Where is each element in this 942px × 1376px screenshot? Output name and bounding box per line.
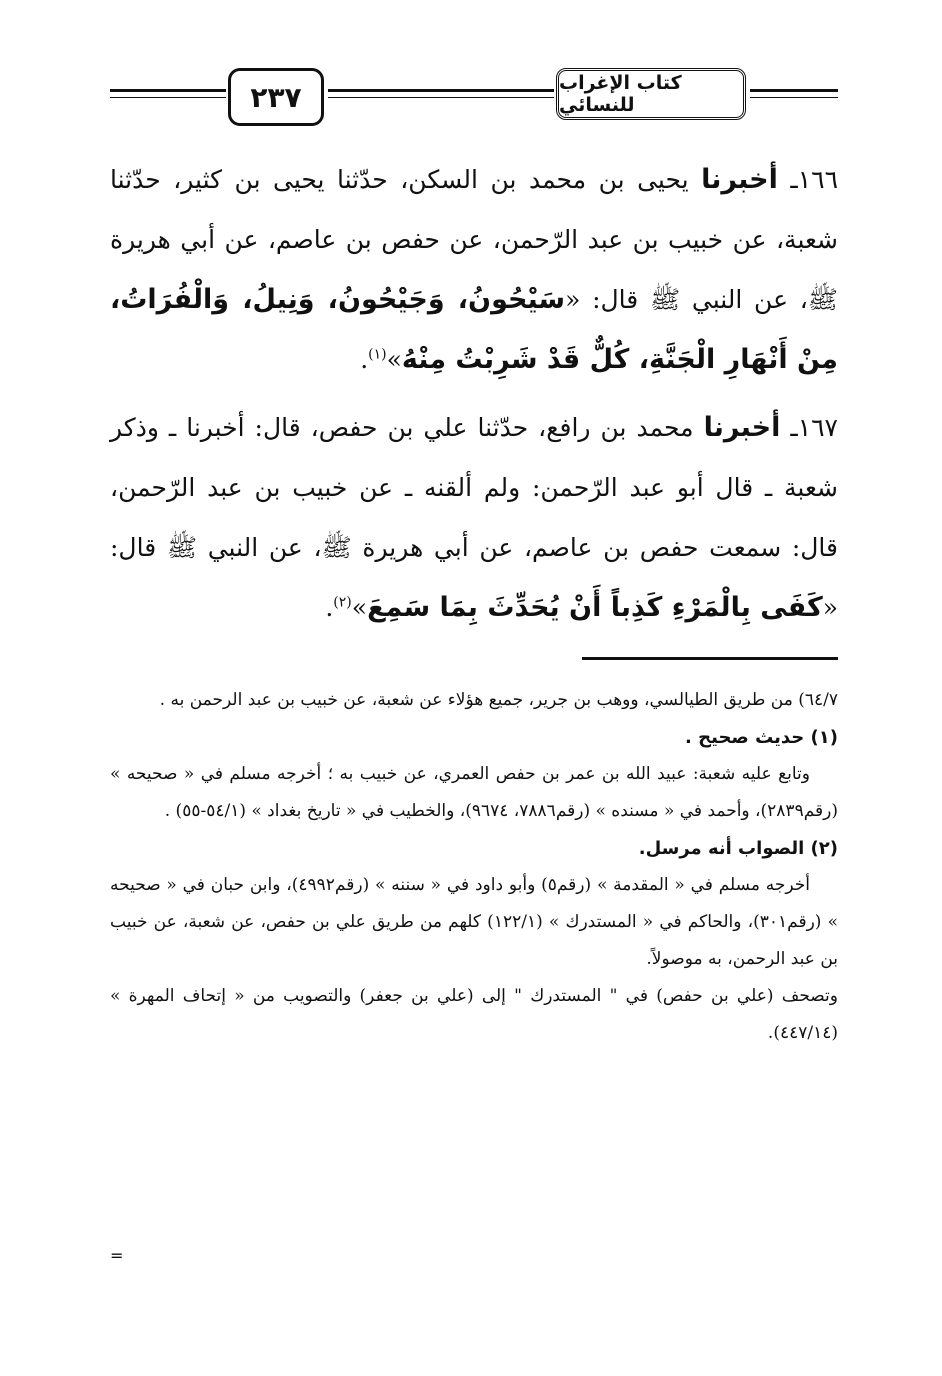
book-title-box xyxy=(556,68,746,120)
page-number: ٢٣٧ xyxy=(250,80,302,114)
hadith-end: . xyxy=(360,345,369,374)
hadith-167 xyxy=(110,398,838,638)
hadith-isnad: محمد بن رافع، حدّثنا علي بن حفص، قال: أخبرنا ـ وذكر شعبة ـ قال أبو عبد الرّحمن: ولم ألقنه ـ عن خبيب بن عبد الرّحمن، قال: سمعت حفص بن عاصم، عن أبي هريرة ﷺ، عن النبي ﷺ قال: « xyxy=(110,413,838,622)
header-rule-middle xyxy=(328,89,554,92)
hadith-close-quote: » xyxy=(386,345,402,374)
book-title: كتاب الإغراب للنسائي xyxy=(559,72,682,116)
page-number-box xyxy=(228,68,324,126)
page-header xyxy=(110,62,838,128)
hadith-166 xyxy=(110,150,838,390)
hadith-number: ١٦٧ـ xyxy=(790,413,838,442)
footnote-ref: (١) xyxy=(368,346,387,363)
header-rule-middle-thin xyxy=(328,97,554,98)
footnote-1-body: وتابع عليه شعبة: عبيد الله بن عمر بن حفص العمري، عن خبيب به ؛ أخرجه مسلم في « صحيحه » (رقم٢٨٣٩)، وأحمد في « مسنده » (رقم٧٨٨٦، ٩٦٧٤)، والخطيب في « تاريخ بغداد » (٥٤/١-٥٥) . xyxy=(110,764,838,821)
header-rule-right xyxy=(750,89,838,92)
footnote-carry-over: ٦٤/٧) من طريق الطيالسي، ووهب بن جرير، جميع هؤلاء عن شعبة، عن خبيب بن عبد الرحمن به . xyxy=(159,690,838,710)
footnote-2-note: وتصحف (علي بن حفص) في " المستدرك " إلى (علي بن جعفر) والتصويب من « إتحاف المهرة » (٤٤٧/١٤). xyxy=(110,986,838,1043)
hadith-matn: سَيْحُونُ، وَجَيْحُونُ، وَنِيلُ، وَالْفُرَاتُ، مِنْ أَنْهَارِ الْجَنَّةِ، كُلٌّ قَدْ شَرِبْتُ مِنْهُ xyxy=(110,284,838,375)
hadith-number: ١٦٦ـ xyxy=(790,165,839,194)
footnote-2-body: أخرجه مسلم في « المقدمة » (رقم٥) وأبو داود في « سننه » (رقم٤٩٩٢)، وابن حبان في « صحيحه » (رقم٣٠١)، والحاكم في « المستدرك » (١٢٢/١) كلهم من طريق علي بن حفص، عن شعبة، عن خبيب بن عبد الرحمن، به موصولاً. xyxy=(110,875,838,969)
hadith-isnad: يحيى بن محمد بن السكن، حدّثنا يحيى بن كثير، حدّثنا شعبة، عن خبيب بن عبد الرّحمن، عن حفص بن عاصم، عن أبي هريرة ﷺ، عن النبي ﷺ قال: « xyxy=(110,165,838,314)
footnote-separator xyxy=(582,657,838,660)
header-rule-left xyxy=(110,89,226,92)
hadith-matn: كَفَى بِالْمَرْءِ كَذِباً أَنْ يُحَدِّثَ بِمَا سَمِعَ xyxy=(367,592,823,623)
main-text xyxy=(110,150,838,646)
akhbarana-word: أخبرنا xyxy=(701,164,778,195)
header-rule-right-thin xyxy=(750,97,838,98)
footnote-1-heading: (١) حديث صحيح . xyxy=(685,727,838,748)
header-rule-left-thin xyxy=(110,97,226,98)
footnote-ref: (٢) xyxy=(333,594,352,611)
continuation-mark: = xyxy=(110,1246,124,1265)
hadith-end: . xyxy=(325,593,334,622)
footnotes xyxy=(110,682,838,1052)
footnote-2-heading: (٢) الصواب أنه مرسل. xyxy=(638,838,838,859)
akhbarana-word: أخبرنا xyxy=(703,412,781,443)
hadith-close-quote: » xyxy=(351,593,368,622)
